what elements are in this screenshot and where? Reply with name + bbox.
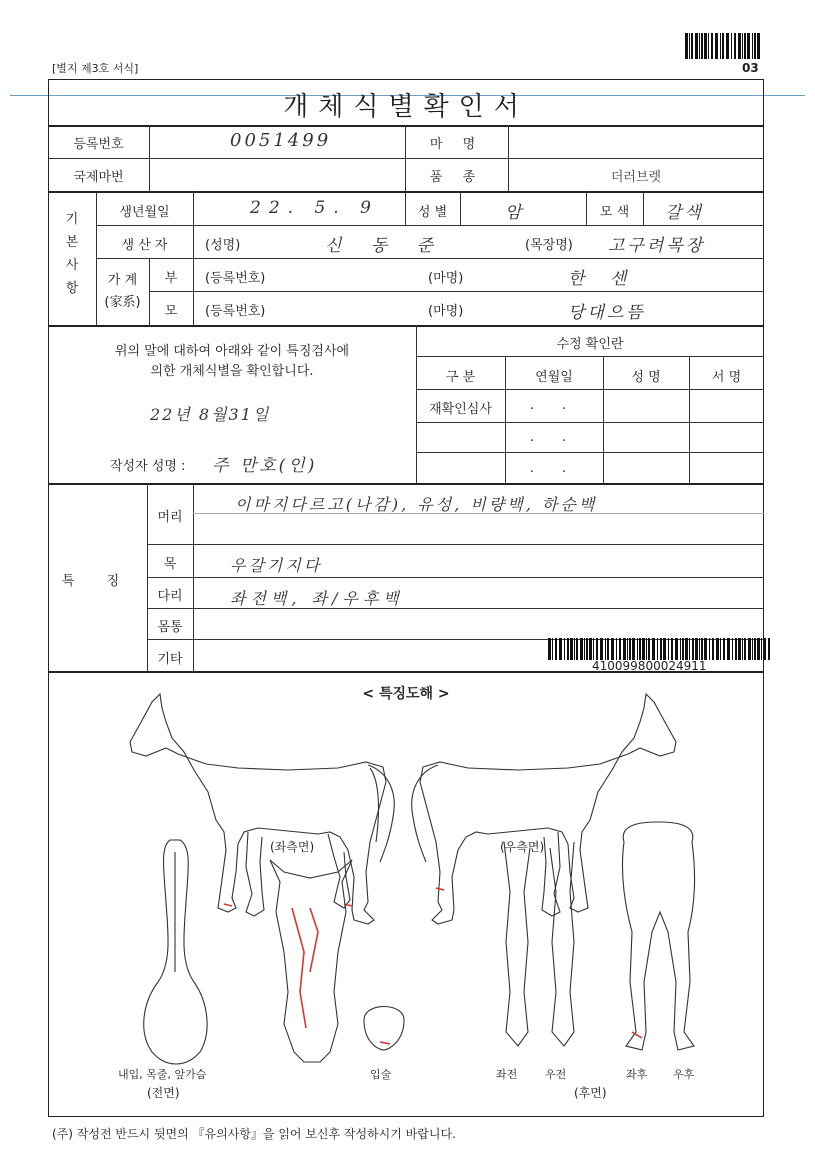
- left-rear-caption: 좌후: [626, 1068, 648, 1081]
- barcode-bar: [623, 638, 626, 660]
- barcode-bar: [748, 638, 751, 660]
- birth-date-label: 생년월일: [119, 205, 170, 220]
- barcode-bar: [627, 638, 628, 660]
- barcode-bar: [735, 638, 737, 660]
- barcode-bar: [584, 638, 585, 660]
- row-line: [48, 158, 764, 159]
- basic-info-char: 사: [65, 258, 79, 273]
- diagram-title: < 특징도해 >: [362, 686, 450, 702]
- barcode-bar: [709, 638, 710, 660]
- barcode-bar: [716, 638, 719, 660]
- barcode-bar: [720, 638, 721, 660]
- page-number: 03: [742, 61, 759, 75]
- barcode-bar: [704, 638, 707, 660]
- barcode-bar: [657, 638, 658, 660]
- horse-diagram: [48, 672, 764, 1112]
- sire-name-value: 한 센: [568, 269, 637, 289]
- left-side-horse: [130, 694, 394, 924]
- rev-date-dots: . .: [529, 398, 579, 413]
- row-line: [48, 191, 764, 193]
- barcode-bar: [570, 638, 573, 660]
- revision-title: 수정 확인란: [556, 337, 624, 352]
- barcode-bar: [564, 638, 565, 660]
- barcode-bar: [752, 638, 753, 660]
- confirm-date: 22년 8월31일: [150, 405, 271, 424]
- basic-info-char: 항: [65, 281, 79, 296]
- col-line: [460, 191, 461, 225]
- sire-label: 부: [164, 271, 178, 286]
- ranch-name-value: 고구려목장: [608, 236, 706, 256]
- intl-no-label: 국제마번: [73, 170, 124, 185]
- barcode-bar: [754, 33, 756, 59]
- sex-value: 암: [505, 203, 525, 223]
- rev-date-dots: . .: [529, 461, 579, 476]
- horse-name-label: 마 명: [429, 137, 484, 152]
- barcode-bar: [715, 33, 718, 59]
- barcode-bar: [691, 33, 693, 59]
- lips-caption: 입술: [370, 1068, 392, 1081]
- confirm-text-1: 위의 말에 대하여 아래와 같이 특징검사에: [114, 344, 350, 359]
- barcode-bar: [685, 638, 688, 660]
- barcode-bar: [619, 638, 621, 660]
- barcode-bar: [754, 638, 756, 660]
- writer-name: 주 만호(인): [212, 456, 318, 476]
- barcode-number: 410099800024911: [592, 659, 707, 673]
- barcode-bar: [605, 638, 606, 660]
- barcode-bar: [668, 638, 669, 660]
- barcode-bar: [576, 638, 578, 660]
- barcode-bar: [744, 33, 746, 59]
- footer-note: (주) 작성전 반드시 뒷면의 『유의사항』을 읽어 보신후 작성하시기 바랍니다.: [52, 1127, 456, 1141]
- barcode-bar: [726, 33, 729, 59]
- coat-label: 모 색: [599, 205, 630, 220]
- barcode-bar: [701, 33, 703, 59]
- feat-legs-label: 다리: [157, 589, 183, 604]
- rear-view: [622, 822, 694, 1050]
- col-line: [193, 191, 194, 325]
- barcode-bar: [723, 638, 725, 660]
- barcode-bar: [596, 638, 598, 660]
- birth-date-value: 22. 5. 9: [250, 198, 379, 218]
- barcode-bar: [589, 638, 592, 660]
- barcode-bar: [607, 638, 609, 660]
- basic-info-row-line: [48, 325, 764, 327]
- pedigree-text: 가 계: [107, 273, 138, 288]
- basic-info-row-line: [96, 225, 764, 226]
- barcode-bar: [764, 638, 766, 660]
- barcode-bar: [555, 638, 557, 660]
- right-rear-caption: 우후: [673, 1068, 695, 1081]
- feat-other-label: 기타: [157, 652, 183, 667]
- barcode-bar: [699, 33, 700, 59]
- barcode-bar: [727, 638, 730, 660]
- basic-info-label: [48, 208, 96, 300]
- barcode-bar: [752, 33, 753, 59]
- dam-reg-label: (등록번호): [205, 304, 266, 319]
- left-side-caption: (좌측면): [270, 840, 315, 854]
- dam-label: 모: [164, 304, 178, 319]
- barcode-bar: [548, 638, 551, 660]
- breed-value: 더러브렛: [610, 170, 662, 185]
- barcode-bar: [744, 638, 746, 660]
- row-line: [48, 483, 764, 485]
- front-legs-view: [504, 842, 574, 1046]
- feat-head-value: 이마지다르고(나감), 유성, 비량백, 하순백: [235, 495, 598, 514]
- sire-reg-label: (등록번호): [205, 271, 266, 286]
- rev-row-line: [416, 356, 764, 357]
- right-front-caption: 우전: [545, 1068, 567, 1081]
- barcode-bar: [757, 33, 760, 59]
- barcode-bar: [699, 638, 700, 660]
- rev-row-line: [416, 422, 764, 423]
- barcode-bar: [689, 33, 690, 59]
- barcode-bar: [685, 33, 688, 59]
- coat-value: 갈색: [665, 203, 704, 223]
- rev-col-date: 연월일: [535, 370, 573, 385]
- barcode-bar: [663, 638, 666, 660]
- barcode-bar: [611, 638, 614, 660]
- barcode-bar: [738, 33, 741, 59]
- producer-label: 생 산 자: [121, 238, 168, 253]
- barcode-bar: [742, 638, 743, 660]
- barcode-bar: [574, 638, 575, 660]
- producer-name-label: (성명): [205, 238, 241, 253]
- barcode-bar: [580, 638, 583, 660]
- col-line: [149, 125, 150, 191]
- rev-row-label: 재확인심사: [429, 402, 492, 417]
- rev-col-sign: 서 명: [711, 370, 742, 385]
- barcode-bar: [747, 33, 750, 59]
- form-header: [별지 제3호 서식]: [52, 62, 139, 75]
- producer-name-value: 신 동 준: [325, 236, 446, 256]
- barcode-bar: [738, 638, 741, 660]
- features-label: 특 징: [61, 574, 134, 589]
- barcode-bar: [720, 33, 721, 59]
- barcode-bar: [695, 638, 698, 660]
- page-title: 개체식별확인서: [283, 92, 529, 122]
- confirm-text-2: 의한 개체식별을 확인합니다.: [150, 364, 314, 379]
- barcode-bar: [675, 638, 678, 660]
- left-front-caption: 좌전: [496, 1068, 518, 1081]
- barcode-bar: [600, 638, 603, 660]
- barcode-bar: [642, 638, 645, 660]
- title-rule: [48, 125, 764, 127]
- barcode-bar: [768, 638, 770, 660]
- rev-col-category: 구 분: [445, 370, 476, 385]
- pedigree-hanja: (家系): [104, 295, 141, 310]
- barcode-bar: [648, 638, 650, 660]
- barcode-bar: [586, 638, 588, 660]
- feat-body-label: 몸통: [157, 620, 183, 635]
- col-line: [643, 191, 644, 225]
- barcode-bar: [695, 33, 698, 59]
- basic-info-row-line: [149, 291, 764, 292]
- breed-label: 품 종: [429, 170, 484, 185]
- barcode-bar: [593, 638, 594, 660]
- rev-date-dots: . .: [529, 430, 579, 445]
- barcode-bar: [552, 638, 553, 660]
- barcode-bar: [637, 638, 638, 660]
- feat-row-line: [147, 577, 764, 578]
- barcode-bar: [712, 638, 714, 660]
- feat-head-label: 머리: [157, 510, 183, 525]
- dam-name-label: (마명): [428, 304, 464, 319]
- sex-label: 성 별: [417, 205, 448, 220]
- front-view-caption: (전면): [147, 1086, 180, 1100]
- pedigree-label: [96, 270, 149, 314]
- barcode-bar: [757, 638, 760, 660]
- rev-row-line: [416, 452, 764, 453]
- barcode-bar: [652, 638, 655, 660]
- barcode-bar: [742, 33, 743, 59]
- right-side-caption: (우측면): [500, 840, 545, 854]
- barcode-bar: [711, 33, 713, 59]
- barcode-bar: [701, 638, 703, 660]
- barcode-bar: [689, 638, 690, 660]
- barcode-bar: [646, 638, 647, 660]
- dam-name-value: 당대으뜸: [568, 303, 646, 323]
- barcode-bar: [567, 638, 569, 660]
- barcode-bar: [616, 638, 617, 660]
- reg-no-value: 0051499: [230, 130, 332, 151]
- reg-no-label: 등록번호: [73, 137, 124, 152]
- barcode-bar: [692, 638, 694, 660]
- barcode-bar: [708, 33, 709, 59]
- barcode-bar: [731, 33, 732, 59]
- basic-info-char: 기: [65, 212, 79, 227]
- rev-col-name: 성 명: [631, 370, 661, 385]
- feat-row-line: [147, 544, 764, 545]
- barcode-bar: [632, 638, 635, 660]
- barcode-bar: [639, 638, 641, 660]
- basic-info-char: 본: [65, 235, 79, 250]
- top-barcode: [685, 33, 761, 59]
- rear-view-caption: (후면): [574, 1086, 607, 1100]
- barcode-bar: [660, 638, 662, 660]
- rev-row-line: [416, 389, 764, 390]
- front-chest-view: [144, 840, 207, 1064]
- feat-legs-value: 좌전백, 좌/우후백: [230, 589, 404, 608]
- ranch-name-label: (목장명): [525, 238, 573, 253]
- barcode-bar: [761, 638, 762, 660]
- barcode-bar: [734, 33, 736, 59]
- feat-neck-value: 우갈기지다: [230, 556, 323, 575]
- barcode-bar: [704, 33, 707, 59]
- barcode-bar: [722, 33, 724, 59]
- barcode-bar: [732, 638, 733, 660]
- barcode-bar: [671, 638, 673, 660]
- sample-barcode: [548, 638, 770, 660]
- writer-label: 작성자 성명 :: [110, 459, 186, 474]
- right-side-horse: [412, 694, 676, 924]
- basic-info-row-line: [96, 258, 764, 259]
- sire-name-label: (마명): [428, 271, 464, 286]
- barcode-bar: [629, 638, 631, 660]
- front-caption: 내입, 목줄, 앞가슴: [118, 1068, 207, 1081]
- barcode-bar: [680, 638, 681, 660]
- barcode-bar: [559, 638, 562, 660]
- feat-neck-label: 목: [163, 557, 177, 572]
- head-front-view: [270, 860, 352, 1062]
- barcode-bar: [682, 638, 684, 660]
